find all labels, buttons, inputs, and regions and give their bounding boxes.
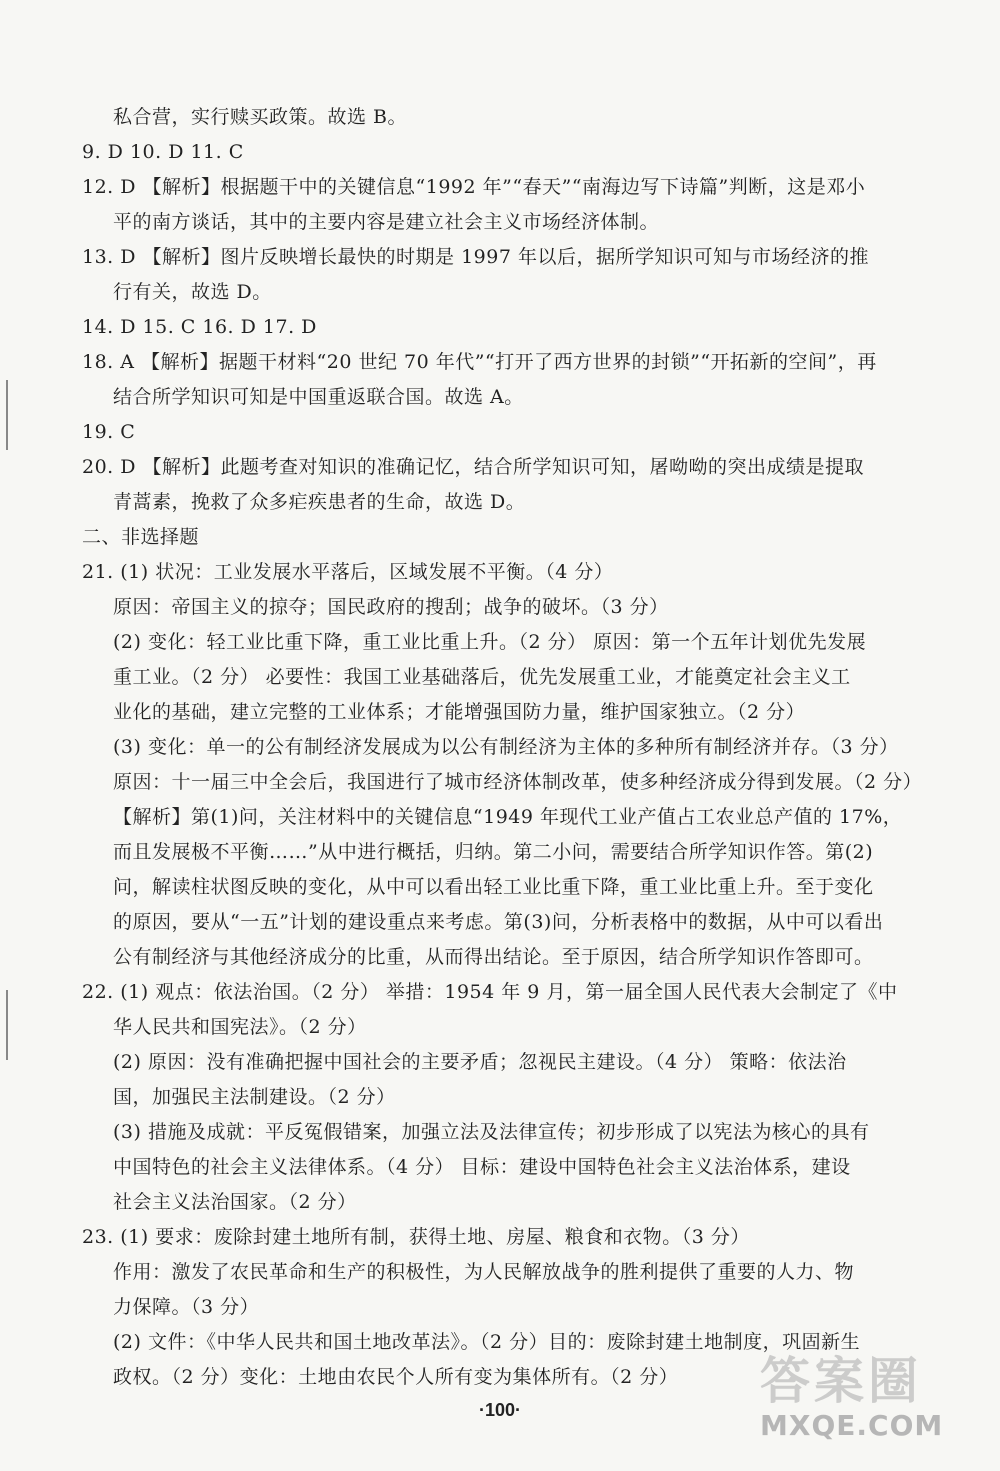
answer-line: 23. (1) 要求：废除封建土地所有制，获得土地、房屋、粮食和衣物。（3 分）	[82, 1226, 750, 1248]
text-line: (2) 变化：轻工业比重下降，重工业比重上升。（2 分） 原因：第一个五年计划优先发展	[113, 631, 867, 653]
text-line: 青蒿素，挽救了众多疟疾患者的生命，故选 D。	[113, 491, 526, 513]
text-line: 社会主义法治国家。（2 分）	[113, 1191, 357, 1213]
analysis-line: 而且发展极不平衡……”从中进行概括，归纳。第二小问，需要结合所学知识作答。第(2)	[113, 841, 874, 863]
analysis-line: 【解析】第(1)问，关注材料中的关键信息“1949 年现代工业产值占工农业总产值的 17%，	[113, 806, 903, 828]
watermark-url: MXQE.COM	[760, 1409, 944, 1442]
answer-line: 19. C	[82, 421, 136, 443]
answer-line: 14. D 15. C 16. D 17. D	[82, 316, 317, 338]
text-line: 作用：激发了农民革命和生产的积极性，为人民解放战争的胜利提供了重要的人力、物	[113, 1261, 855, 1283]
answer-line: 21. (1) 状况：工业发展水平落后，区域发展不平衡。（4 分）	[82, 561, 614, 583]
text-line: 行有关，故选 D。	[113, 281, 272, 303]
text-line: 原因：帝国主义的掠夺；国民政府的搜刮；战争的破坏。（3 分）	[113, 596, 669, 618]
analysis-line: 公有制经济与其他经济成分的比重，从而得出结论。至于原因，结合所学知识作答即可。	[113, 946, 874, 968]
section-heading: 二、非选择题	[82, 526, 200, 548]
text-line: 业化的基础，建立完整的工业体系；才能增强国防力量，维护国家独立。（2 分）	[113, 701, 806, 723]
watermark-logo	[760, 1341, 960, 1441]
answer-line: 18. A 【解析】据题干材料“20 世纪 70 年代”“打开了西方世界的封锁”“开拓新的空间”，再	[82, 351, 877, 373]
text-line: 平的南方谈话，其中的主要内容是建立社会主义市场经济体制。	[113, 211, 660, 233]
text-line: 中国特色的社会主义法律体系。（4 分） 目标：建设中国特色社会主义法治体系，建设	[113, 1156, 851, 1178]
text-line: 原因：十一届三中全会后，我国进行了城市经济体制改革，使多种经济成分得到发展。（2 分）	[113, 771, 923, 793]
scan-margin-mark	[6, 990, 8, 1060]
answer-line: 22. (1) 观点：依法治国。（2 分） 举措：1954 年 9 月，第一届全国人民代表大会制定了《中	[82, 981, 898, 1003]
answer-line: 9. D 10. D 11. C	[82, 141, 244, 163]
text-line: (3) 措施及成就：平反冤假错案，加强立法及法律宣传；初步形成了以宪法为核心的具有	[113, 1121, 870, 1143]
watermark-title: 答案圈	[760, 1352, 922, 1410]
text-line: 重工业。（2 分） 必要性：我国工业基础落后，优先发展重工业，才能奠定社会主义工	[113, 666, 851, 688]
analysis-line: 问，解读柱状图反映的变化，从中可以看出轻工业比重下降，重工业比重上升。至于变化	[113, 876, 874, 898]
answer-line: 13. D 【解析】图片反映增长最快的时期是 1997 年以后，据所学知识可知与市场经济的推	[82, 246, 869, 268]
text-line: (3) 变化：单一的公有制经济发展成为以公有制经济为主体的多种所有制经济并存。（3 分）	[113, 736, 899, 758]
answer-line: 20. D 【解析】此题考查对知识的准确记忆，结合所学知识可知，屠呦呦的突出成绩是提取	[82, 456, 865, 478]
text-line: 力保障。（3 分）	[113, 1296, 260, 1318]
text-line: 国，加强民主法制建设。（2 分）	[113, 1086, 396, 1108]
text-line: 政权。（2 分）变化：土地由农民个人所有变为集体所有。（2 分）	[113, 1366, 679, 1388]
answer-line: 12. D 【解析】根据题干中的关键信息“1992 年”“春天”“南海边写下诗篇”判断，这是邓小	[82, 176, 866, 198]
analysis-line: 的原因，要从“一五”计划的建设重点来考虑。第(3)问，分析表格中的数据，从中可以看出	[113, 911, 884, 933]
text-line: (2) 文件：《中华人民共和国土地改革法》。（2 分）目的：废除封建土地制度，巩固新生	[113, 1331, 861, 1353]
text-line: 结合所学知识可知是中国重返联合国。故选 A。	[113, 386, 524, 408]
text-line: (2) 原因：没有准确把握中国社会的主要矛盾；忽视民主建设。（4 分） 策略：依法治	[113, 1051, 847, 1073]
scan-margin-mark	[6, 380, 8, 450]
text-line: 私合营，实行赎买政策。故选 B。	[113, 106, 408, 128]
page-number: ·100·	[478, 1400, 522, 1420]
text-line: 华人民共和国宪法》。（2 分）	[113, 1016, 367, 1038]
